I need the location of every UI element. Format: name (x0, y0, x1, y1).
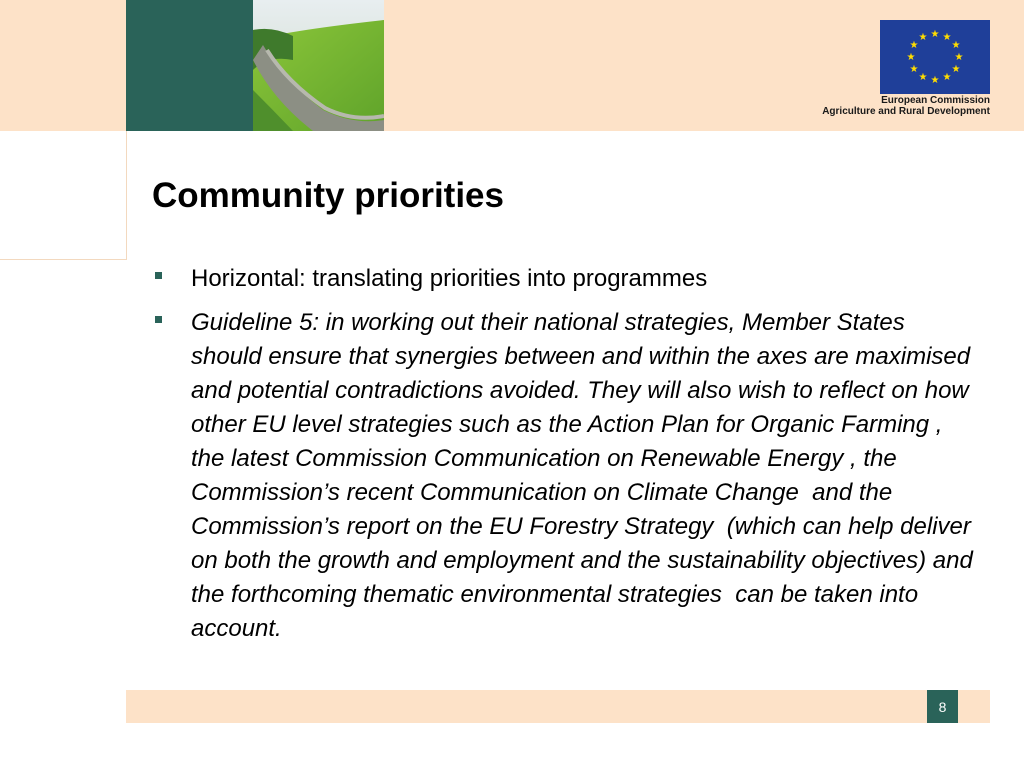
svg-text:★: ★ (951, 64, 961, 75)
svg-text:★: ★ (918, 32, 928, 43)
bullet-item (152, 262, 982, 296)
svg-text:★: ★ (909, 64, 919, 75)
teal-decor-block (126, 0, 253, 131)
slide-title: Community priorities (152, 176, 504, 215)
svg-text:★: ★ (906, 52, 916, 63)
eu-logo (880, 20, 990, 94)
square-bullet-icon (155, 272, 162, 279)
bullet-item (152, 306, 982, 646)
svg-text:★: ★ (942, 32, 952, 43)
svg-text:★: ★ (951, 40, 961, 51)
landscape-photo-icon (253, 0, 384, 131)
eu-flag-icon (880, 20, 990, 94)
bullet-list (152, 262, 982, 656)
side-decor-box (0, 131, 127, 260)
org-caption (790, 95, 990, 117)
square-bullet-icon (155, 316, 162, 323)
svg-text:★: ★ (930, 75, 940, 86)
page-number: 8 (927, 690, 958, 723)
svg-text:★: ★ (942, 72, 952, 83)
svg-text:★: ★ (909, 40, 919, 51)
svg-text:★: ★ (930, 29, 940, 40)
org-line-2: Agriculture and Rural Development (822, 106, 990, 117)
svg-text:★: ★ (918, 72, 928, 83)
svg-text:★: ★ (954, 52, 964, 63)
bullet-text: Guideline 5: in working out their national strategies, Member States should ensure that synergies between and within the axes are maximised and potential contradictions avoided. They will also wish to reflect on how other EU level strategies such as the Action Plan for Organic Farming , the latest Commission Communication on Renewable Energy , the Commission’s recent Communication on Climate Change and the Commission’s report on the EU Forestry Strategy (which can help deliver on both the growth and employment and the sustainability objectives) and the forthcoming thematic environmental strategies can be taken into account. (191, 309, 980, 642)
bullet-text: Horizontal: translating priorities into programmes (191, 265, 708, 292)
org-line-1: European Commission (881, 95, 990, 106)
footer-band (126, 690, 990, 723)
